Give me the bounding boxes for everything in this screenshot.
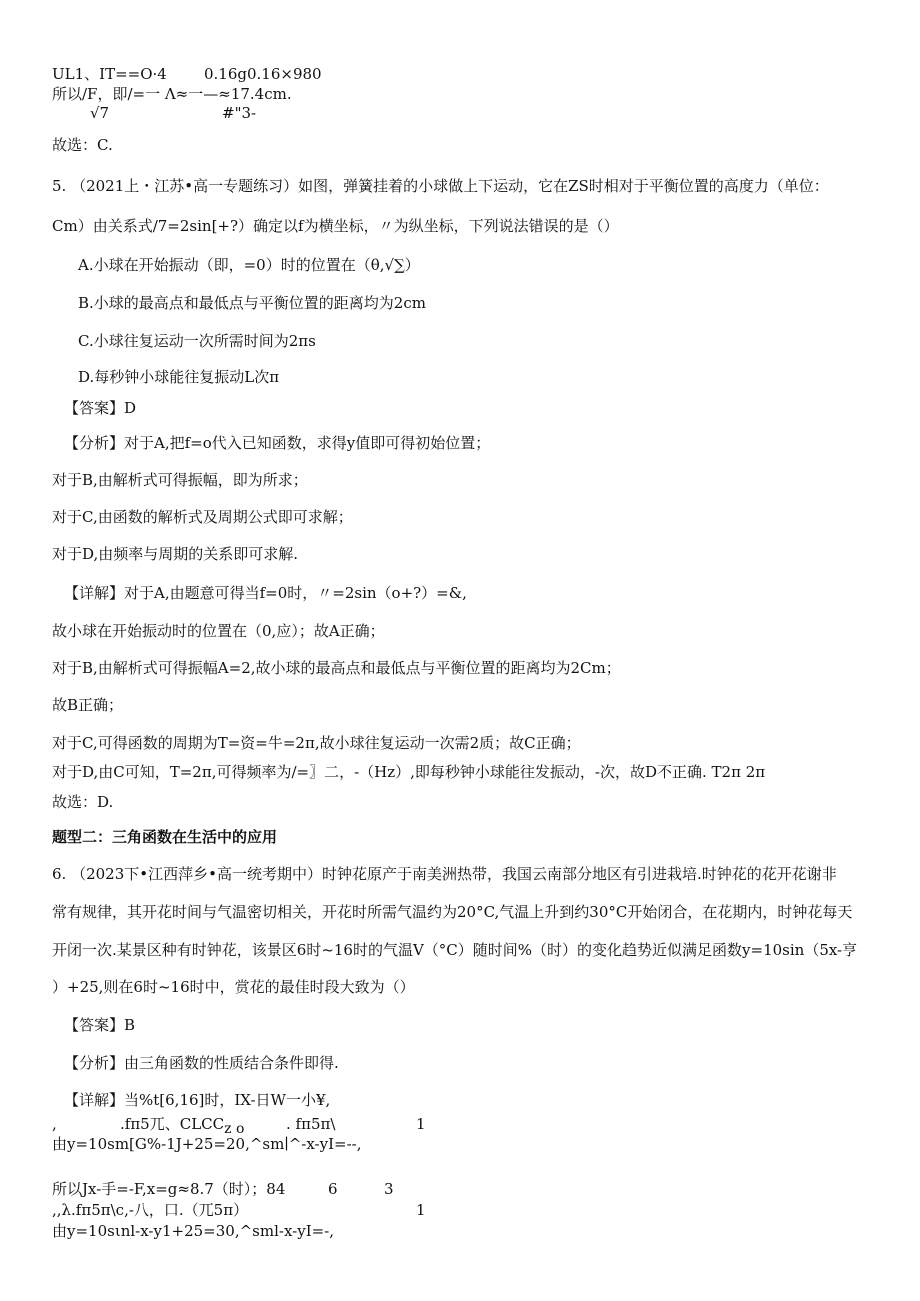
formula-line-1: UL1、IT==O·4 bbox=[52, 65, 167, 83]
question-6-stem-1: 6. （2023下•江西萍乡•高一统考期中）时钟花原产于南美洲热带，我国云南部分地区有引进栽培.时钟花的花开花谢非 bbox=[52, 865, 837, 883]
formula-line-1-right: 0.16g0.16×980 bbox=[204, 65, 322, 83]
formula-q6-top-1a: , bbox=[52, 1115, 57, 1133]
answer-label-2: 【答案】B bbox=[64, 1016, 136, 1034]
formula-q6-line-3-mid: 6 bbox=[328, 1180, 338, 1198]
detail-line-4: 故B正确； bbox=[52, 696, 124, 714]
option-c: C.小球往复运动一次所需时间为2πs bbox=[78, 332, 316, 350]
analysis-line-q6: 【分析】由三角函数的性质结合条件即得. bbox=[64, 1054, 339, 1072]
formula-line-3-left: √7 bbox=[90, 104, 110, 122]
formula-q6-top-1c: . fπ5π\ bbox=[286, 1115, 336, 1133]
formula-q6-line-3-right: 3 bbox=[384, 1180, 394, 1198]
option-a: A.小球在开始振动（即，=0）时的位置在（θ,√∑） bbox=[78, 256, 420, 274]
formula-q6-top-1b-sub: z o bbox=[224, 1121, 245, 1137]
formula-q6-line-3: 所以Jx-手=-F,x=g≈8.7（时）；84 bbox=[52, 1180, 286, 1198]
formula-q6-top-1d: 1 bbox=[416, 1115, 426, 1133]
detail-q6-line-1: 【详解】当%t[6,16]时，IX-日W一小¥, bbox=[64, 1091, 331, 1109]
option-b: B.小球的最高点和最低点与平衡位置的距离均为2cm bbox=[78, 294, 426, 312]
question-6-stem-4: ）+25,则在6时~16时中，赏花的最佳时段大致为（） bbox=[52, 978, 415, 996]
option-d: D.每秒钟小球能往复振动L次π bbox=[78, 368, 280, 386]
question-6-stem-3: 开闭一次.某景区种有时钟花，该景区6时~16时的气温V（°C）随时间%（时）的变化趋势近似满足函数y=10sin（5x-亨 bbox=[52, 941, 858, 959]
formula-line-2: 所以/F，即/=一 Λ≈一—≈17.4cm. bbox=[52, 85, 292, 103]
answer-label: 【答案】D bbox=[64, 399, 137, 417]
answer-choice-d: 故选：D. bbox=[52, 793, 114, 811]
analysis-line-4: 对于D,由频率与周期的关系即可求解. bbox=[52, 545, 299, 563]
detail-line-6: 对于D,由C可知，T=2π,可得频率为/=〗二，-（Hz）,即每秒钟小球能往发振动，-次，故D不正确. T2π 2π bbox=[52, 763, 766, 781]
analysis-line-1: 【分析】对于A,把f=o代入已知函数，求得y值即可得初始位置； bbox=[64, 434, 491, 452]
question-5-stem-1: 5. （2021上・江苏•高一专题练习）如图，弹簧挂着的小球做上下运动，它在ZS时相对于平衡位置的高度力（单位： bbox=[52, 177, 829, 195]
detail-line-3: 对于B,由解析式可得振幅A=2,故小球的最高点和最低点与平衡位置的距离均为2Cm； bbox=[52, 659, 621, 677]
formula-q6-line-4-right: 1 bbox=[416, 1201, 426, 1219]
detail-line-5: 对于C,可得函数的周期为T=资=牛=2π,故小球往复运动一次需2质；故C正确； bbox=[52, 734, 581, 752]
formula-q6-line-2: 由y=10sm[G%-1J+25=20,^sm∣^-x-yI=--, bbox=[52, 1135, 362, 1153]
formula-q6-top-1b-main: .fπ5兀、CLCC bbox=[120, 1115, 225, 1133]
detail-line-2: 故小球在开始振动时的位置在（0,应）；故A正确； bbox=[52, 622, 385, 640]
detail-line-1: 【详解】对于A,由题意可得当f=0时，〃=2sin（o+?）=&, bbox=[64, 584, 467, 602]
formula-q6-line-5: 由y=10sιnl-x-y1+25=30,^sml-x-yI=-, bbox=[52, 1222, 335, 1240]
analysis-line-2: 对于B,由解析式可得振幅，即为所求； bbox=[52, 471, 308, 489]
answer-choice-c: 故选：C. bbox=[52, 136, 113, 154]
formula-q6-line-4: ,,λ.fπ5π\c,-八，口.（兀5π） bbox=[52, 1201, 249, 1219]
question-6-stem-2: 常有规律，其开花时间与气温密切相关，开花时所需气温约为20°C,气温上升到约30°C开始闭合，在花期内，时钟花每天 bbox=[52, 903, 853, 921]
analysis-line-3: 对于C,由函数的解析式及周期公式即可求解； bbox=[52, 508, 353, 526]
question-5-stem-2: Cm）由关系式/7=2sin[+?）确定以f为横坐标，〃为纵坐标，下列说法错误的是（） bbox=[52, 217, 619, 235]
section-heading: 题型二：三角函数在生活中的应用 bbox=[52, 828, 278, 846]
formula-line-3-right: #"3- bbox=[222, 104, 257, 122]
